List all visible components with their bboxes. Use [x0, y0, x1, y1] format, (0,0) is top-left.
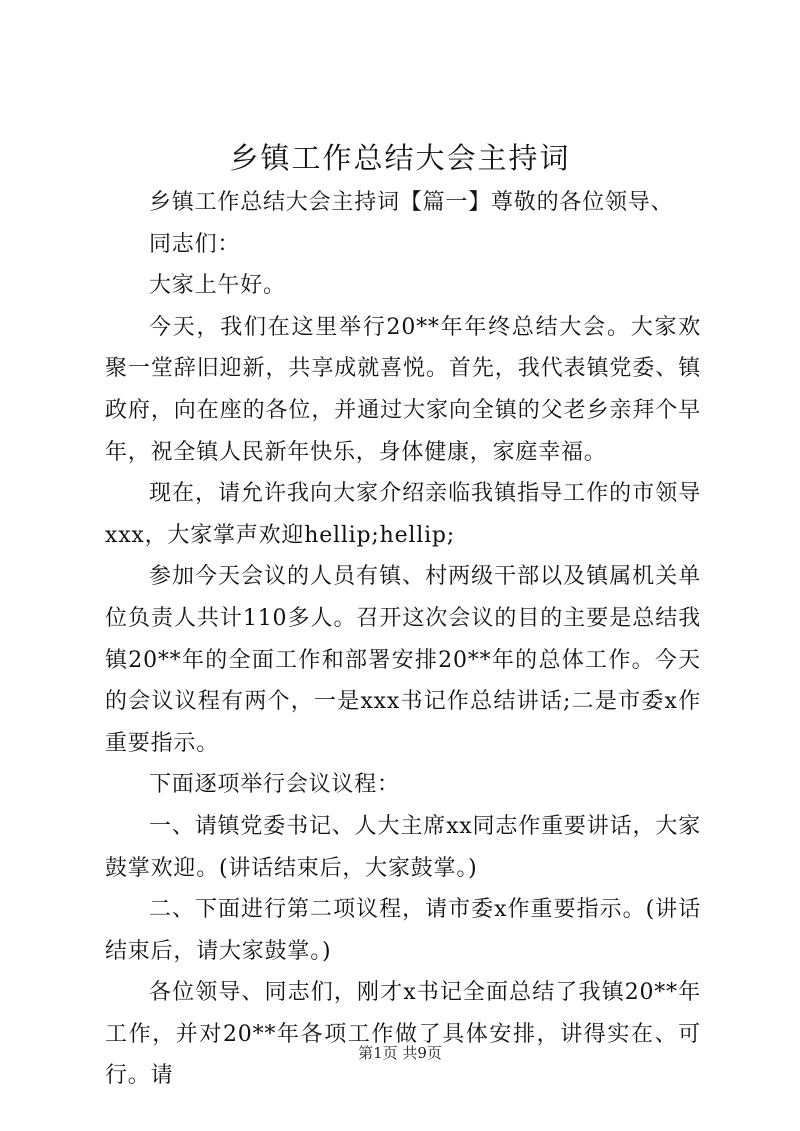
paragraph-agenda-intro: 下面逐项举行会议议程：: [149, 772, 400, 798]
paragraph-agenda-item-1: 一、请镇党委书记、人大主席xx同志作重要讲话，大家鼓掌欢迎。(讲话结束后，大家鼓掌。): [105, 813, 701, 881]
paragraph-attendees: 参加今天会议的人员有镇、村两级干部以及镇属机关单位负责人共计110多人。召开这次会议的目的主要是总结我镇20**年的全面工作和部署安排20**年的总体工作。今天的会议议程有两个，一是xxx书记作总结讲话;二是市委x作重要指示。: [105, 564, 701, 756]
paragraph-intro: 今天，我们在这里举行20**年年终总结大会。大家欢聚一堂辞旧迎新，共享成就喜悦。首先，我代表镇党委、镇政府，向在座的各位，并通过大家向全镇的父老乡亲拜个早年，祝全镇人民新年快乐，身体健康，家庭幸福。: [105, 314, 701, 465]
paragraph-opening: 乡镇工作总结大会主持词【篇一】尊敬的各位领导、: [149, 190, 674, 215]
paragraph-salutation: 同志们：: [149, 231, 241, 257]
document-body: [105, 182, 701, 1097]
page-number-footer: 第1页 共9页: [358, 1044, 442, 1062]
paragraph-summary: 各位领导、同志们，刚才x书记全面总结了我镇20**年工作，并对20**年各项工作做了具体安排，讲得实在、可行。请: [105, 980, 701, 1089]
document-title: 乡镇工作总结大会主持词: [229, 141, 571, 175]
paragraph-agenda-item-2: 二、下面进行第二项议程，请市委x作重要指示。(讲话结束后，请大家鼓掌。): [105, 897, 701, 964]
paragraph-welcome-leader: 现在，请允许我向大家介绍亲临我镇指导工作的市领导xxx，大家掌声欢迎hellip;hellip;: [105, 481, 701, 548]
paragraph-greeting: 大家上午好。: [149, 273, 286, 299]
